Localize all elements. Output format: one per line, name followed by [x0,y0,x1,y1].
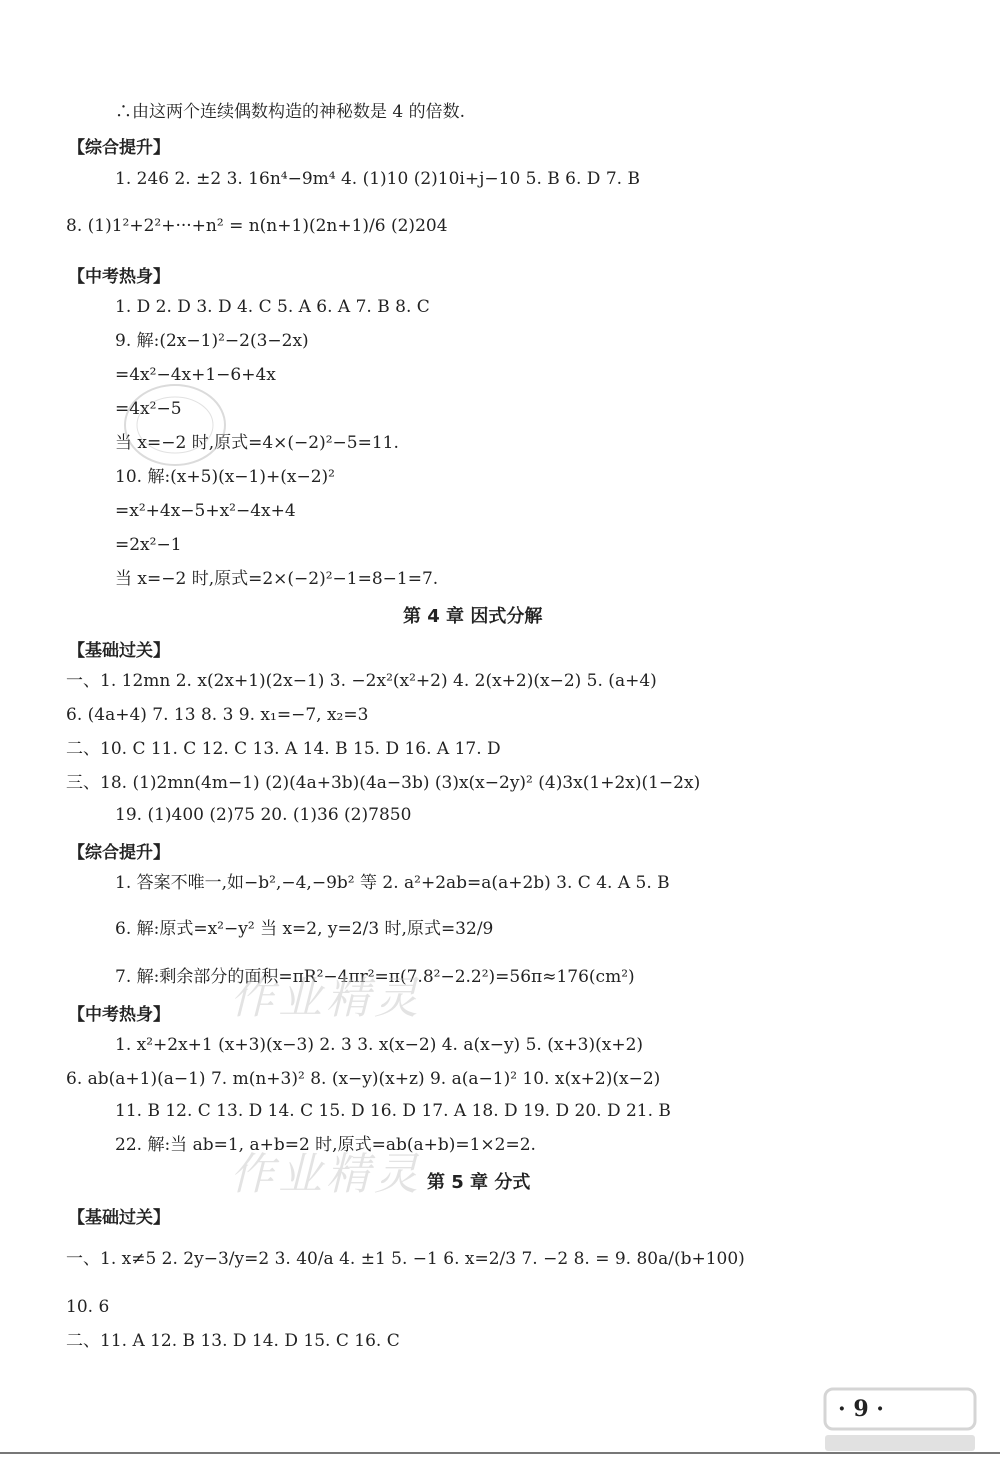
text-line: =4x²−4x+1−6+4x [115,365,276,385]
text-line: 二、10. C 11. C 12. C 13. A 14. B 15. D 16. A 17. D [66,739,501,759]
text-line: 一、1. 12mn 2. x(2x+1)(2x−1) 3. −2x²(x²+2) 4. 2(x+2)(x−2) 5. (a+4) [66,671,657,691]
section-header: 【基础过关】 [68,641,170,661]
text-line: 11. B 12. C 13. D 14. C 15. D 16. D 17. A 18. D 19. D 20. D 21. B [115,1101,671,1121]
page-bottom-rule [0,1452,1000,1454]
text-line: 当 x=−2 时,原式=4×(−2)²−5=11. [115,433,399,453]
watermark: 作业精灵 [230,1149,422,1200]
text-line: 一、1. x≠5 2. 2y−3/y=2 3. 40/a 4. ±1 5. −1 6. x=2/3 7. −2 8. = 9. 80a/(b+100) [66,1249,745,1269]
text-line: 10. 解:(x+5)(x−1)+(x−2)² [115,467,335,487]
text-line: 6. (4a+4) 7. 13 8. 3 9. x₁=−7, x₂=3 [66,705,369,725]
chapter-title: 第 4 章 因式分解 [403,606,543,627]
text-line: =x²+4x−5+x²−4x+4 [115,501,296,521]
section-header: 【综合提升】 [68,843,170,863]
text-line: 6. ab(a+1)(a−1) 7. m(n+3)² 8. (x−y)(x+z) 9. a(a−1)² 10. x(x+2)(x−2) [66,1069,661,1089]
stamp-icon [120,380,230,470]
text-line: ∴由这两个连续偶数构造的神秘数是 4 的倍数. [115,102,466,122]
text-line: 10. 6 [66,1297,110,1317]
section-header: 【中考热身】 [68,267,170,287]
chapter-title: 第 5 章 分式 [427,1172,531,1193]
text-line: 22. 解:当 ab=1, a+b=2 时,原式=ab(a+b)=1×2=2. [115,1135,536,1155]
text-line: 6. 解:原式=x²−y² 当 x=2, y=2/3 时,原式=32/9 [115,919,494,939]
text-line: 1. 246 2. ±2 3. 16n⁴−9m⁴ 4. (1)10 (2)10i+j−10 5. B 6. D 7. B [115,169,640,189]
text-line: 7. 解:剩余部分的面积=πR²−4πr²=π(7.8²−2.2²)=56π≈176(cm²) [115,967,635,987]
section-header: 【中考热身】 [68,1005,170,1025]
text-line: 19. (1)400 (2)75 20. (1)36 (2)7850 [115,805,412,825]
text-line: 1. x²+2x+1 (x+3)(x−3) 2. 3 3. x(x−2) 4. a(x−y) 5. (x+3)(x+2) [115,1035,644,1055]
section-header: 【基础过关】 [68,1208,170,1228]
text-line: =2x²−1 [115,535,182,555]
text-line: 三、18. (1)2mn(4m−1) (2)(4a+3b)(4a−3b) (3)x(x−2y)² (4)3x(1+2x)(1−2x) [66,773,701,793]
text-line: 8. (1)1²+2²+···+n² = n(n+1)(2n+1)/6 (2)204 [66,216,448,236]
text-line: 9. 解:(2x−1)²−2(3−2x) [115,331,309,351]
text-line: 当 x=−2 时,原式=2×(−2)²−1=8−1=7. [115,569,439,589]
page-number: · 9 · [838,1396,884,1422]
text-line: 二、11. A 12. B 13. D 14. D 15. C 16. C [66,1331,400,1351]
section-header: 【综合提升】 [68,138,170,158]
text-line: 1. 答案不唯一,如−b²,−4,−9b² 等 2. a²+2ab=a(a+2b) 3. C 4. A 5. B [115,873,670,893]
text-line: 1. D 2. D 3. D 4. C 5. A 6. A 7. B 8. C [115,297,430,317]
site-logo-icon [820,1385,980,1455]
watermark: 作业精灵 [230,973,422,1024]
text-line: =4x²−5 [115,399,182,419]
